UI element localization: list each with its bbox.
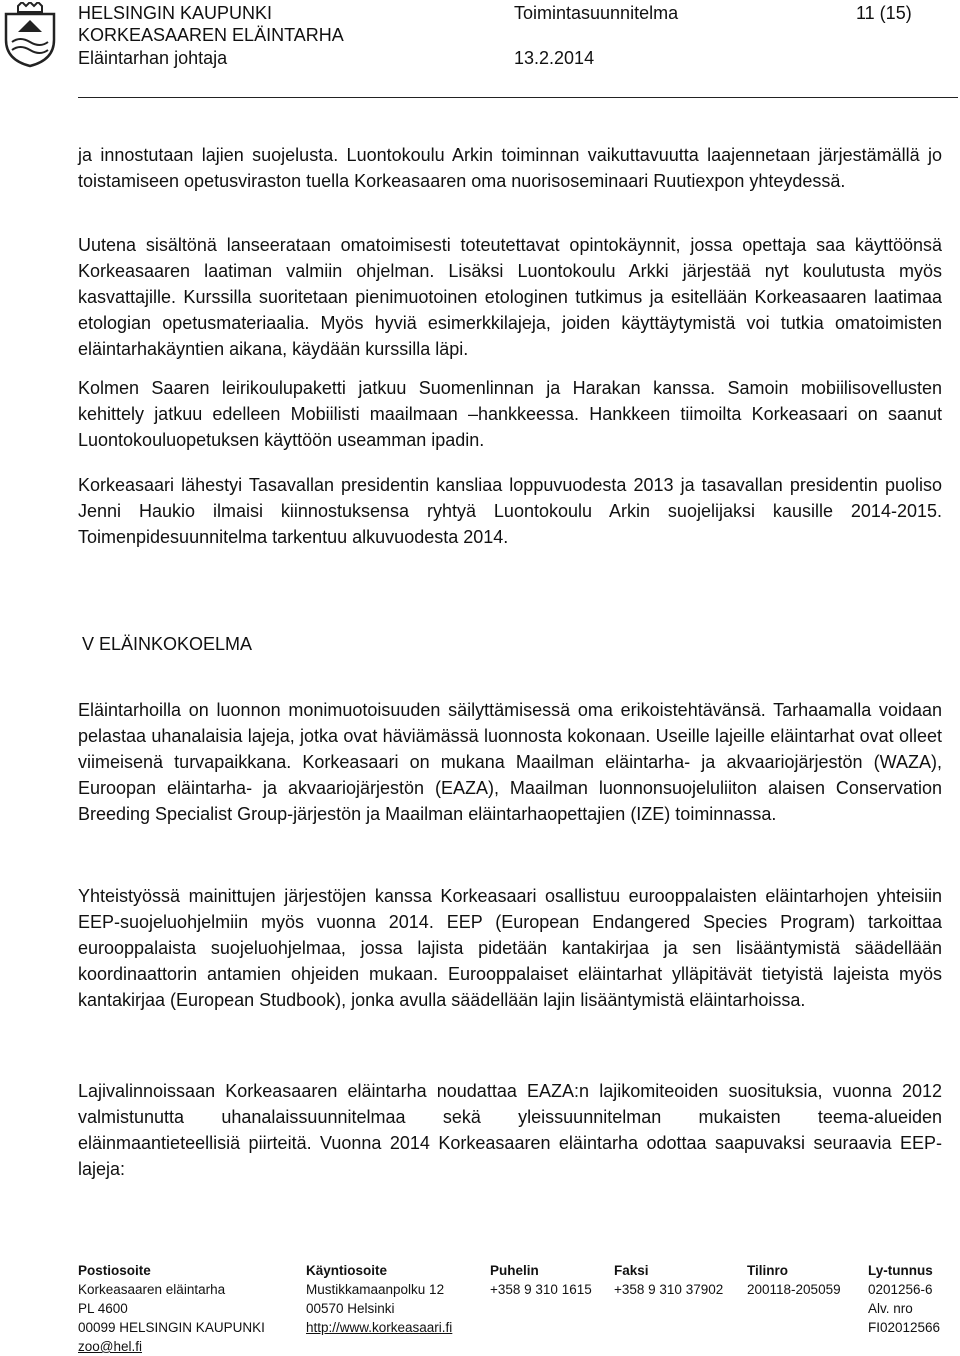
header-divider [78,97,958,98]
paragraph: Uutena sisältönä lanseerataan omatoimisesti toteutettavat opintokäynnit, jossa opettaja saa käyttöönsä Korkeasaaren laatiman valmiin ohjelman. Lisäksi Luontokoulu Arkki järjestää nyt koulutusta myös kasvattajille. Kurssilla suoritetaan pienimuotoinen etologinen tutkimus ja esitellään Korkeasaaren laatimaa etologian opetusmateriaalia. Myös hyviä esimerkkilajeja, joiden käyttäytymistä voi tutkia omatoimisten eläintarhakäyntien aikana, käydään kurssilla läpi. [78,235,942,359]
footer-business-id-line: 0201256-6 [868,1282,933,1297]
section-heading: V ELÄINKOKOELMA [82,634,253,654]
paragraph: Yhteistyössä mainittujen järjestöjen kanssa Korkeasaari osallistuu eurooppalaisten eläintarhojen yhteisiin EEP-suojeluohjelmiin myös vuonna 2014. EEP (European Endangered Species Program) tarkoittaa eurooppalaista suojeluohjelmaa, jossa lajista pidetään kantakirjaa ja sen lisääntymistä säädellään koordinaattorin antamien ohjeiden mukaan. Eurooppalaiset eläintarhat ylläpitävät tietyistä lajeista myös kantakirjaa (European Studbook), jonka avulla säädellään lajin lisääntymistä eläintarhoissa. [78,886,942,1010]
footer-fax-label: Faksi [614,1263,649,1278]
footer-postal [78,1261,265,1356]
paragraph: Lajivalinnoissaan Korkeasaaren eläintarha noudattaa EAZA:n lajikomiteoiden suosituksia, vuonna 2012 valmistunutta uhanalaissuunnitelmaa sekä yleissuunnitelman mukaisten teema-alueiden eläinmaantieteellisiä piirteitä. Vuonna 2014 Korkeasaaren eläintarha odottaa saapuvaksi seuraavia EEP- lajeja: [78,1081,942,1179]
header-page-number: 11 (15) [856,3,912,23]
footer-phone-value: +358 9 310 1615 [490,1282,592,1297]
footer-phone-label: Puhelin [490,1263,539,1278]
footer-fax [614,1261,723,1299]
footer-visit [306,1261,452,1337]
footer-fax-value: +358 9 310 37902 [614,1282,724,1297]
footer-account-label: Tilinro [747,1263,789,1278]
header-unit: KORKEASAAREN ELÄINTARHA [78,25,344,45]
footer-phone [490,1261,592,1299]
header-doc-title: Toimintasuunnitelma [514,3,679,23]
footer-account [747,1261,841,1299]
header-org: HELSINGIN KAUPUNKI [78,3,273,23]
footer-account-value: 200118-205059 [747,1282,841,1297]
footer-business-id-line: FI02012566 [868,1320,941,1335]
footer-postal-label: Postiosoite [78,1263,151,1278]
header-author: Eläintarhan johtaja [78,48,228,68]
footer-business-id [868,1261,940,1337]
footer-visit-label: Käyntiosoite [306,1263,388,1278]
footer-business-id-line: Alv. nro [868,1301,913,1316]
paragraph: ja innostutaan lajien suojelusta. Luontokoulu Arkin toiminnan vaikuttavuutta laajennetaan järjestämällä jo toistamiseen opetusviraston tuella Korkeasaaren oma nuorisoseminaari Ruutiexpon yhteydessä. [78,145,942,191]
paragraph: Eläintarhoilla on luonnon monimuotoisuuden säilyttämisessä oma erikoistehtävänsä. Tarhaamalla voidaan pelastaa uhanalaisia lajeja, jotka ovat häviämässä luonnosta kokonaan. Useille lajeille eläintarhat ovat olleet viimeisenä turvapaikkana. Korkeasaari on mukana Maailman eläintarha- ja akvaariojärjestön (WAZA), Euroopan eläintarha- ja akvaariojärjestön (EAZA), Maailman luonnonsuojeluliiton alaisen Conservation Breeding Specialist Group-järjestön ja Maailman eläintarhaopettajien (IZE) toiminnassa. [78,700,942,824]
helsinki-crest-logo [2,2,58,68]
footer-email-link[interactable]: zoo@hel.fi [78,1339,142,1354]
footer-postal-line: 00099 HELSINGIN KAUPUNKI [78,1320,265,1335]
footer-visit-line: Mustikkamaanpolku 12 [306,1282,445,1297]
footer-visit-line: 00570 Helsinki [306,1301,395,1316]
footer-website-link[interactable]: http://www.korkeasaari.fi [306,1320,453,1335]
footer-postal-line: Korkeasaaren eläintarha [78,1282,226,1297]
paragraph: Kolmen Saaren leirikoulupaketti jatkuu Suomenlinnan ja Harakan kanssa. Samoin mobiilisovellusten kehittely jatkuu edelleen Mobiilisti maailmaan –hankkeessa. Hankkeen tiimoilta Korkeasaari on saanut Luontokouluopetuksen käyttöön useamman ipadin. [78,378,942,450]
paragraph: Korkeasaari lähestyi Tasavallan presidentin kansliaa loppuvuodesta 2013 ja tasavallan presidentin puoliso Jenni Haukio ilmaisi kiinnostuksensa ryhtyä Luontokoulu Arkin suojelijaksi kausille 2014-2015. Toimenpidesuunnitelma tarkentuu alkuvuodesta 2014. [78,475,942,547]
header-date: 13.2.2014 [514,48,595,68]
footer-business-id-label: Ly-tunnus [868,1263,933,1278]
footer-postal-line: PL 4600 [78,1301,128,1316]
